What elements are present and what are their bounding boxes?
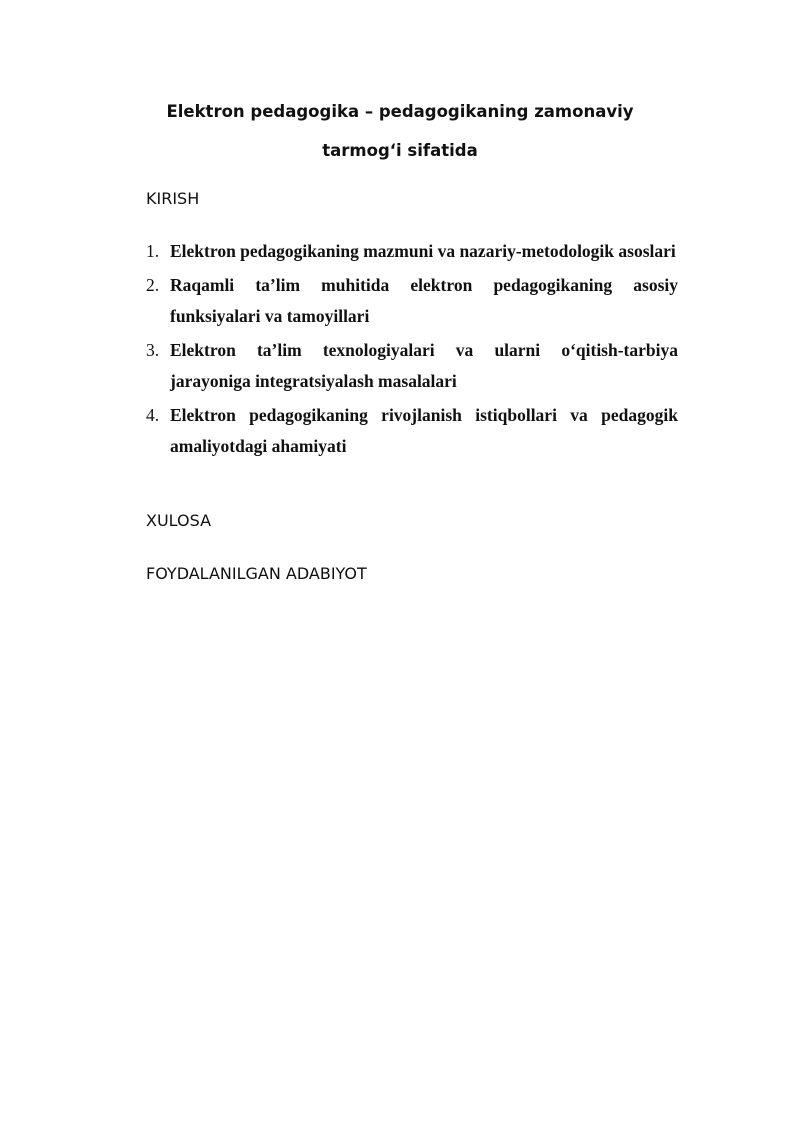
list-item (146, 270, 678, 332)
item-text: Raqamli ta’lim muhitida elektron pedagogikaning asosiy funksiyalari va tamoyillari (170, 275, 678, 326)
document-title (0, 92, 800, 170)
item-number: 1. (146, 241, 160, 261)
item-number: 3. (146, 340, 160, 360)
item-text: Elektron ta’lim texnologiyalari va ularni o‘qitish-tarbiya jarayoniga integratsiyalash masalalari (170, 340, 678, 391)
item-number: 2. (146, 275, 160, 295)
title-line-1: Elektron pedagogika – pedagogikaning zamonaviy (166, 102, 634, 121)
item-text: Elektron pedagogikaning mazmuni va nazariy-metodologik asoslari (170, 241, 676, 261)
list-item (146, 400, 678, 462)
conclusion-heading: XULOSA (146, 511, 212, 530)
list-item (146, 236, 678, 267)
item-number: 4. (146, 405, 160, 425)
intro-heading: KIRISH (146, 189, 200, 208)
list-item (146, 335, 678, 397)
title-line-2: tarmog‘i sifatida (322, 141, 478, 160)
contents-list (146, 236, 678, 465)
item-text: Elektron pedagogikaning rivojlanish istiqbollari va pedagogik amaliyotdagi ahamiyati (170, 405, 678, 456)
references-heading: FOYDALANILGAN ADABIYOT (146, 564, 367, 583)
